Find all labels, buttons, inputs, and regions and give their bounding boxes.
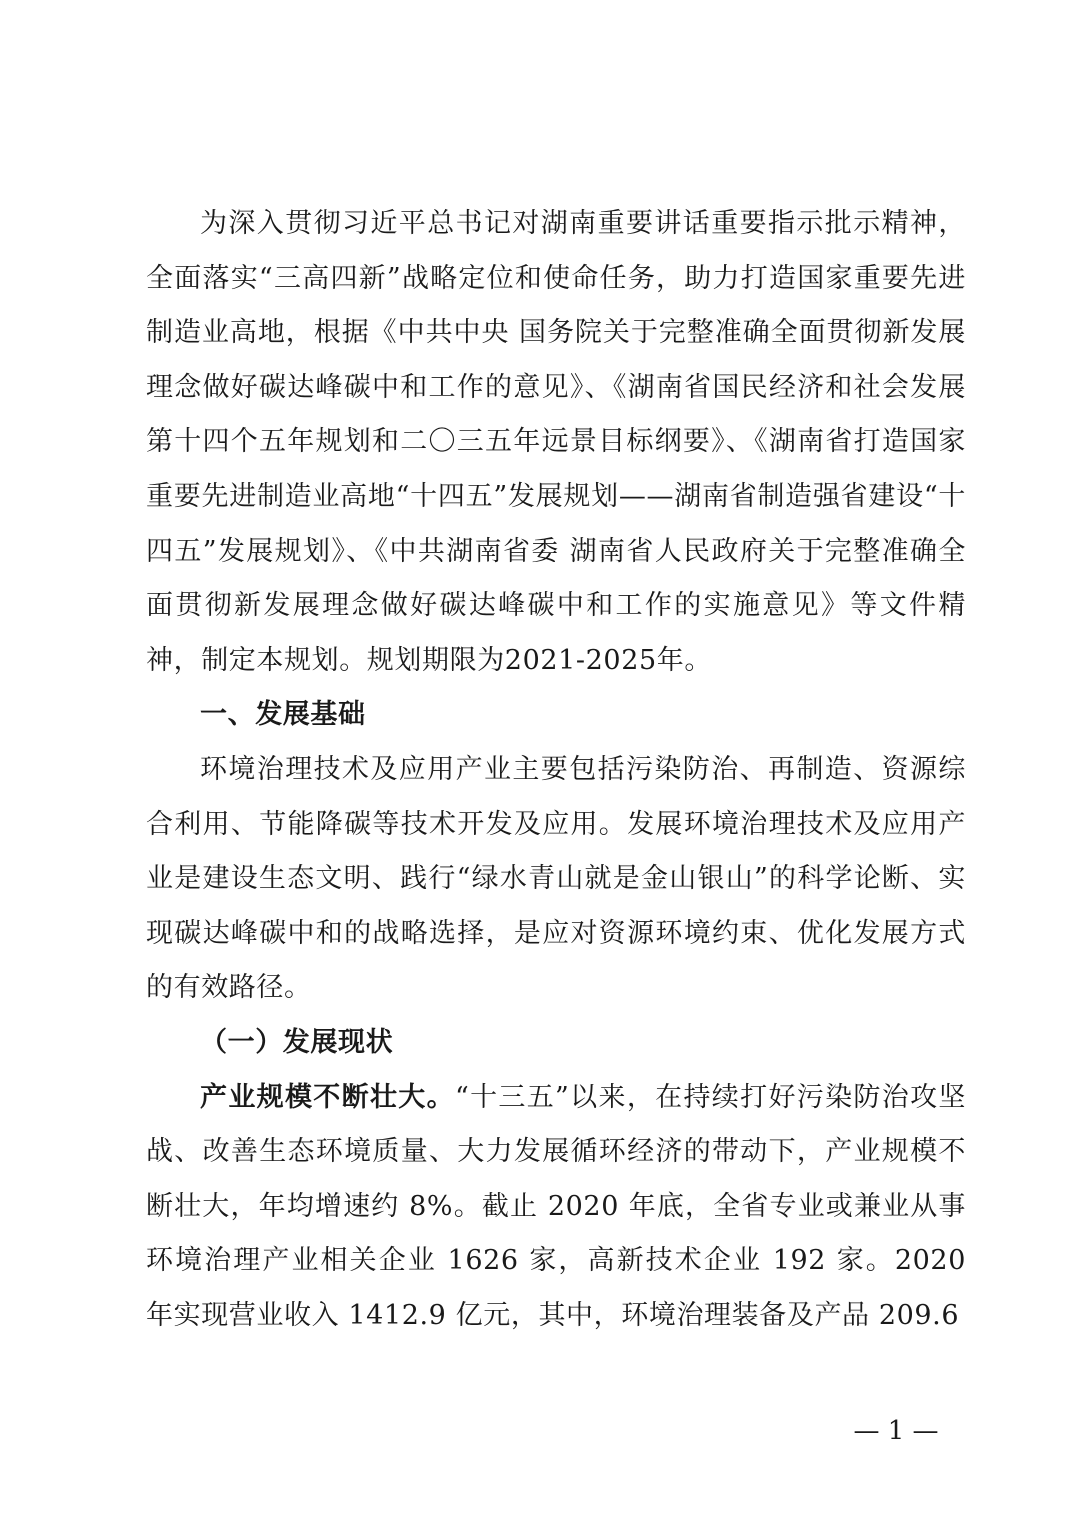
scale-paragraph-lead: 产业规模不断壮大。 bbox=[200, 1081, 455, 1113]
document-body bbox=[146, 197, 966, 1343]
scale-paragraph bbox=[146, 1071, 966, 1344]
subsection-heading-current-status: （一）发展现状 bbox=[200, 1026, 394, 1058]
intro-paragraph: 为深入贯彻习近平总书记对湖南重要讲话重要指示批示精神，全面落实“三高四新”战略定位和使命任务，助力打造国家重要先进制造业高地，根据《中共中央 国务院关于完整准确全面贯彻新发展理念做好碳达峰碳中和工作的意见》、《湖南省国民经济和社会发展第十四个五年规划和二〇三五年远景目标纲要》、《湖南省打造国家重要先进制造业高地“十四五”发展规划——湖南省制造强省建设“十四五”发展规划》、《中共湖南省委 湖南省人民政府关于完整准确全面贯彻新发展理念做好碳达峰碳中和工作的实施意见》等文件精神，制定本规划。规划期限为2021-2025年。 bbox=[146, 208, 966, 676]
section-paragraph-industry-overview: 环境治理技术及应用产业主要包括污染防治、再制造、资源综合利用、节能降碳等技术开发及应用。发展环境治理技术及应用产业是建设生态文明、践行“绿水青山就是金山银山”的科学论断、实现碳达峰碳中和的战略选择，是应对资源环境约束、优化发展方式的有效路径。 bbox=[146, 753, 966, 1004]
section-heading-development-basis: 一、发展基础 bbox=[200, 699, 366, 731]
page-number: — 1 — bbox=[853, 1416, 939, 1446]
scale-paragraph-body: “十三五”以来，在持续打好污染防治攻坚战、改善生态环境质量、大力发展循环经济的带动下，产业规模不断壮大，年均增速约 8%。截止 2020 年底，全省专业或兼业从事环境治理产业相关企业 1626 家，高新技术企业 192 家。2020 年实现营业收入 1412.9 亿元，其中，环境治理装备及产品 209.6 bbox=[146, 1081, 966, 1331]
